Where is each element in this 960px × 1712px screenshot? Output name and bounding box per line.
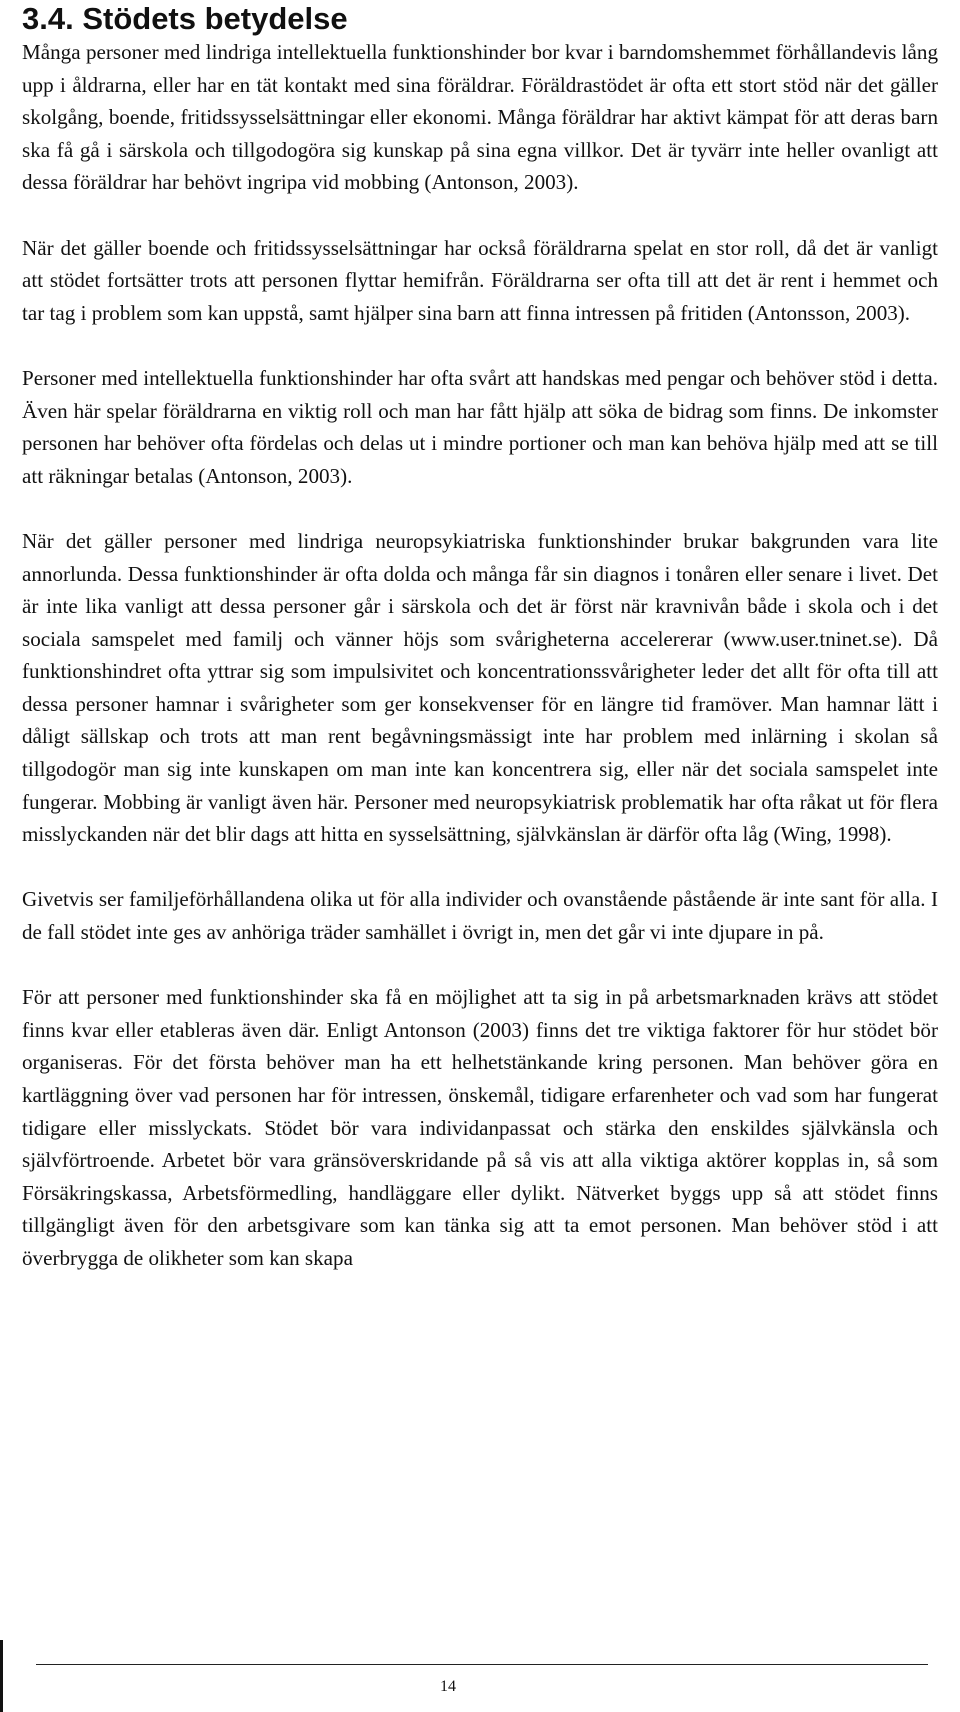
paragraph-1: Många personer med lindriga intellektuella funktionshinder bor kvar i barndomshemmet förhållandevis lång upp i åldrarna, eller har en tät kontakt med sina föräldrar. Föräldrastödet är ofta ett stort stöd när det gäller skolgång, boende, fritidssysselsättningar eller ekonomi. Många föräldrar har aktivt kämpat för att deras barn ska få gå i särskola och tillgodogöra sig kunskap på sina egna villkor. Det är tyvärr inte heller ovanligt att dessa föräldrar har behövt ingripa vid mobbing (Antonson, 2003). (22, 40, 938, 195)
paragraph-2: När det gäller boende och fritidssysselsättningar har också föräldrarna spelat en stor roll, då det är vanligt att stödet fortsätter trots att personen flyttar hemifrån. Föräldrarna ser ofta till att det är rent i hemmet och tar tag i problem som kan uppstå, samt hjälper sina barn att finna intressen på fritiden (Antonsson, 2003). (22, 235, 938, 325)
footer-rule (36, 1664, 928, 1665)
paragraph-4: När det gäller personer med lindriga neuropsykiatriska funktionshinder brukar bakgrunden vara lite annorlunda. Dessa funktionshinder är ofta dolda och många får sin diagnos i tonåren eller senare i livet. Det är inte lika vanligt att dessa personer går i särskola och det är först när kravnivån både i skola och i det sociala samspelet med familj och vänner höjs som svårigheterna accelererar (www.user.tninet.se). Då funktionshindret ofta yttrar sig som impulsivitet och koncentrationssvårigheter leder det allt för ofta till att dessa personer hamnar i svårigheter som ger konsekvenser för en längre tid framöver. Man hamnar lätt i dåligt sällskap och trots att man rent begåvningsmässigt inte har problem med inlärning i skolan så tillgodogör man sig inte kunskapen om man inte kan koncentrera sig, eller när det sociala samspelet inte fungerar. Mobbing är vanligt även här. Personer med neuropsykiatrisk problematik har ofta råkat ut för flera misslyckanden när det blir dags att hitta en sysselsättning, självkänslan är därför ofta låg (Wing, 1998). (22, 528, 938, 847)
paragraph-5: Givetvis ser familjeförhållandena olika ut för alla individer och ovanstående påstående är inte sant för alla. I de fall stödet inte ges av anhöriga träder samhället i övrigt in, men det går vi inte djupare in på. (22, 887, 938, 945)
paragraph-6: För att personer med funktionshinder ska få en möjlighet att ta sig in på arbetsmarknaden krävs att stödet finns kvar eller etableras även där. Enligt Antonson (2003) finns det tre viktiga faktorer för hur stödet bör organiseras. För det första behöver man ha ett helhetstänkande kring personen. Man behöver göra en kartläggning över vad personen har för intressen, önskemål, tidigare erfarenheter och vad som har fungerat tidigare eller misslyckats. Stödet bör vara individanpassat och stärka den enskildes självkänsla och självförtroende. Arbetet bör vara gränsöverskridande på så vis att alla viktiga aktörer kopplas in, så som Försäkringskassa, Arbetsförmedling, handläggare eller dylikt. Nätverket byggs upp så att stödet finns tillgängligt även för den arbetsgivare som kan tänka sig att ta emot personen. Man behöver stöd i att överbrygga de olikheter som kan skapa (22, 985, 938, 1270)
margin-bar (0, 1640, 3, 1712)
body-text (22, 36, 938, 1275)
page-number: 14 (440, 1678, 456, 1695)
paragraph-3: Personer med intellektuella funktionshinder har ofta svårt att handskas med pengar och behöver stöd i detta. Även här spelar föräldrarna en viktig roll och man har fått hjälp att söka de bidrag som finns. De inkomster personen har behöver ofta fördelas och delas ut i mindre portioner och man kan behöva hjälp med att se till att räkningar betalas (Antonson, 2003). (22, 365, 938, 488)
section-heading: 3.4. Stödets betydelse (22, 1, 348, 36)
